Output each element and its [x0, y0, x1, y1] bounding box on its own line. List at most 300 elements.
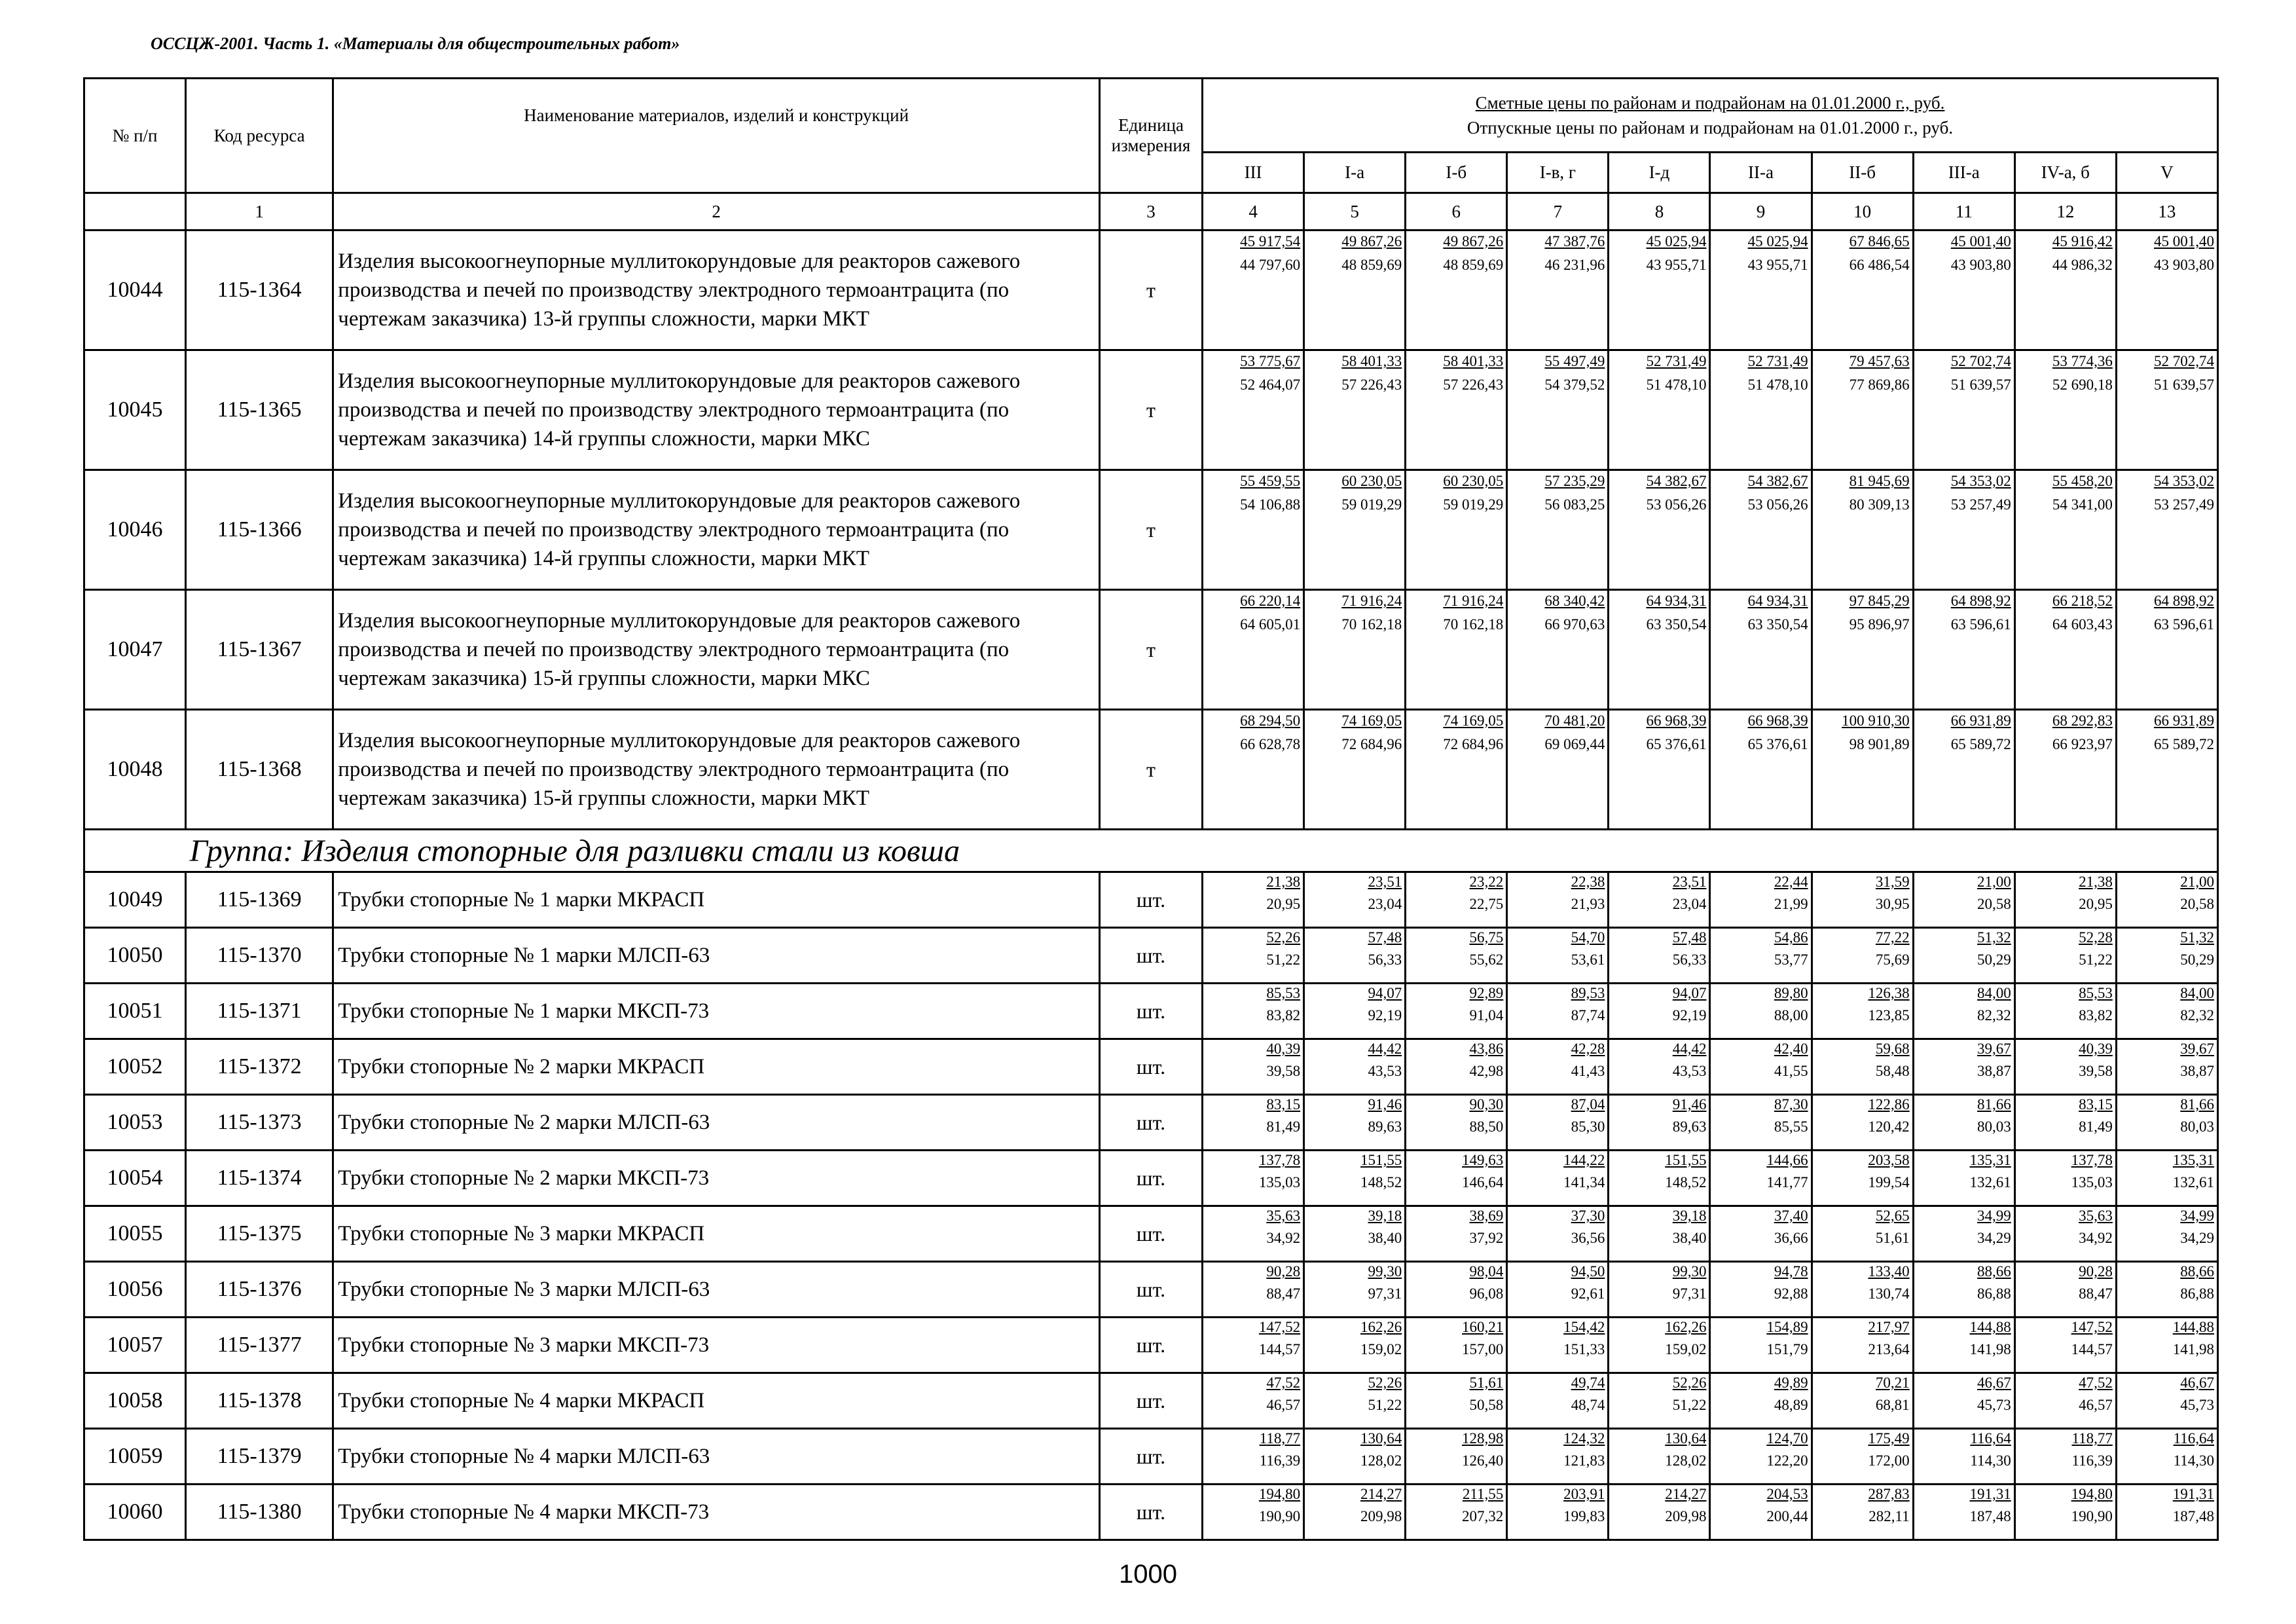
price-cell — [1710, 1373, 1812, 1429]
price-cell — [2116, 590, 2217, 710]
material-name: Изделия высокоогнеупорные муллитокорундовые для реакторов сажевого производства и печей по производству электродного термоантрацита (по чертежам заказчика) 14-й группы сложности, марки МКТ — [333, 470, 1100, 590]
resource-code: 115-1378 — [186, 1373, 333, 1429]
release-price: 21,99 — [1774, 896, 1808, 912]
release-price: 151,33 — [1563, 1341, 1605, 1357]
estimated-price: 135,31 — [1969, 1152, 2011, 1168]
release-price: 83,82 — [2079, 1007, 2113, 1024]
estimated-price: 52 731,49 — [1747, 353, 1808, 369]
row-num: 10048 — [84, 710, 186, 830]
estimated-price: 46,67 — [1977, 1375, 2011, 1391]
header-region: V — [2116, 153, 2217, 193]
estimated-price: 49,89 — [1774, 1375, 1808, 1391]
estimated-price: 57,48 — [1672, 929, 1707, 946]
header-region: I-д — [1609, 153, 1710, 193]
release-price: 20,95 — [1266, 896, 1301, 912]
header-code: Код ресурса — [186, 79, 333, 193]
header-region: I-б — [1406, 153, 1507, 193]
estimated-price: 89,80 — [1774, 985, 1808, 1001]
estimated-price: 66 968,39 — [1747, 712, 1808, 729]
estimated-price: 22,38 — [1571, 874, 1605, 890]
release-price: 48 859,69 — [1341, 257, 1402, 273]
release-price: 83,82 — [1266, 1007, 1301, 1024]
estimated-price: 23,51 — [1368, 874, 1402, 890]
release-price: 46,57 — [2079, 1397, 2113, 1413]
price-cell — [1609, 590, 1710, 710]
table-row — [84, 231, 2218, 350]
unit: шт. — [1099, 1262, 1202, 1318]
price-cell — [1812, 872, 1913, 928]
release-price: 23,04 — [1672, 896, 1707, 912]
estimated-price: 52,26 — [1672, 1375, 1707, 1391]
estimated-price: 45 001,40 — [1950, 233, 2011, 249]
price-cell — [2014, 1373, 2116, 1429]
release-price: 72 684,96 — [1341, 736, 1402, 752]
release-price: 51,22 — [1266, 951, 1301, 968]
price-cell — [1609, 1095, 1710, 1151]
release-price: 48 859,69 — [1443, 257, 1504, 273]
price-cell — [1710, 1262, 1812, 1318]
estimated-price: 191,31 — [2172, 1486, 2214, 1502]
estimated-price: 68 340,42 — [1544, 593, 1605, 609]
estimated-price: 54,70 — [1571, 929, 1605, 946]
unit: шт. — [1099, 1151, 1202, 1206]
resource-code: 115-1375 — [186, 1206, 333, 1262]
estimated-price: 71 916,24 — [1341, 593, 1402, 609]
price-cell — [1507, 1318, 1609, 1373]
release-price: 34,92 — [2079, 1230, 2113, 1246]
release-price: 207,32 — [1462, 1508, 1504, 1524]
release-price: 52 690,18 — [2052, 377, 2113, 393]
price-cell — [1913, 1485, 2014, 1540]
estimated-price: 51,61 — [1469, 1375, 1504, 1391]
release-price: 53 257,49 — [2154, 496, 2214, 513]
price-cell — [1913, 1095, 2014, 1151]
estimated-price: 99,30 — [1672, 1263, 1707, 1280]
release-price: 144,57 — [2071, 1341, 2113, 1357]
table-row — [84, 1206, 2218, 1262]
estimated-price: 92,89 — [1469, 985, 1504, 1001]
price-cell — [1304, 350, 1406, 470]
release-price: 63 350,54 — [1747, 616, 1808, 633]
price-cell — [1406, 231, 1507, 350]
release-price: 38,87 — [1977, 1063, 2011, 1079]
price-cell — [1913, 1039, 2014, 1095]
release-price: 126,40 — [1462, 1452, 1504, 1469]
release-price: 86,88 — [1977, 1285, 2011, 1302]
price-cell — [1710, 1095, 1812, 1151]
release-price: 63 596,61 — [1950, 616, 2011, 633]
estimated-price: 147,52 — [2071, 1319, 2113, 1335]
estimated-price: 52 702,74 — [1950, 353, 2011, 369]
material-name: Трубки стопорные № 1 марки МКСП-73 — [333, 984, 1100, 1039]
unit: т — [1099, 470, 1202, 590]
estimated-price: 51,32 — [2180, 929, 2214, 946]
unit: шт. — [1099, 1429, 1202, 1485]
estimated-price: 66 220,14 — [1240, 593, 1301, 609]
estimated-price: 204,53 — [1766, 1486, 1808, 1502]
price-cell — [1913, 350, 2014, 470]
group-row — [84, 830, 2218, 872]
estimated-price: 21,38 — [1266, 874, 1301, 890]
estimated-price: 34,99 — [1977, 1208, 2011, 1224]
row-num: 10057 — [84, 1318, 186, 1373]
price-cell — [1913, 1429, 2014, 1485]
price-cell — [1507, 1262, 1609, 1318]
column-number: 2 — [333, 193, 1100, 231]
estimated-price: 151,55 — [1665, 1152, 1707, 1168]
price-cell — [2116, 928, 2217, 984]
column-number: 8 — [1609, 193, 1710, 231]
estimated-price: 45 025,94 — [1747, 233, 1808, 249]
table-row — [84, 1318, 2218, 1373]
estimated-price: 64 898,92 — [2154, 593, 2214, 609]
release-price: 157,00 — [1462, 1341, 1504, 1357]
release-price: 95 896,97 — [1849, 616, 1910, 633]
estimated-price: 84,00 — [1977, 985, 2011, 1001]
material-name: Трубки стопорные № 4 марки МКРАСП — [333, 1373, 1100, 1429]
release-price: 43,53 — [1672, 1063, 1707, 1079]
price-cell — [1609, 470, 1710, 590]
price-cell — [1507, 470, 1609, 590]
unit: шт. — [1099, 1318, 1202, 1373]
release-price: 34,29 — [2180, 1230, 2214, 1246]
price-cell — [1507, 231, 1609, 350]
estimated-price: 71 916,24 — [1443, 593, 1504, 609]
row-num: 10047 — [84, 590, 186, 710]
estimated-price: 147,52 — [1258, 1319, 1301, 1335]
release-price: 141,98 — [2172, 1341, 2214, 1357]
estimated-price: 85,53 — [2079, 985, 2113, 1001]
estimated-price: 91,46 — [1672, 1096, 1707, 1113]
header-region: II-а — [1710, 153, 1812, 193]
release-price: 44 797,60 — [1240, 257, 1301, 273]
table-row — [84, 1485, 2218, 1540]
release-price: 116,39 — [2071, 1452, 2113, 1469]
estimated-price: 44,42 — [1368, 1041, 1402, 1057]
price-cell — [2116, 872, 2217, 928]
price-cell — [2014, 984, 2116, 1039]
estimated-price: 56,75 — [1469, 929, 1504, 946]
estimated-price: 203,91 — [1563, 1486, 1605, 1502]
estimated-price: 194,80 — [2071, 1486, 2113, 1502]
price-cell — [1507, 350, 1609, 470]
price-cell — [1203, 1373, 1304, 1429]
price-cell — [1406, 1095, 1507, 1151]
release-price: 120,42 — [1868, 1118, 1910, 1135]
estimated-price: 81,66 — [2180, 1096, 2214, 1113]
price-cell — [2116, 1151, 2217, 1206]
estimated-price: 144,88 — [1969, 1319, 2011, 1335]
resource-code: 115-1365 — [186, 350, 333, 470]
estimated-price: 39,67 — [2180, 1041, 2214, 1057]
release-price: 92,88 — [1774, 1285, 1808, 1302]
release-price: 53,61 — [1571, 951, 1605, 968]
estimated-price: 59,68 — [1875, 1041, 1910, 1057]
price-cell — [1406, 710, 1507, 830]
material-name: Трубки стопорные № 4 марки МКСП-73 — [333, 1485, 1100, 1540]
price-cell — [1304, 231, 1406, 350]
price-cell — [1203, 350, 1304, 470]
release-price: 48,89 — [1774, 1397, 1808, 1413]
release-price: 66 628,78 — [1240, 736, 1301, 752]
price-cell — [1710, 984, 1812, 1039]
estimated-price: 66 931,89 — [2154, 712, 2214, 729]
estimated-price: 124,70 — [1766, 1430, 1808, 1447]
estimated-price: 52,65 — [1875, 1208, 1910, 1224]
unit: шт. — [1099, 1095, 1202, 1151]
estimated-price: 116,64 — [1970, 1430, 2011, 1447]
price-cell — [1913, 470, 2014, 590]
colnum-blank — [84, 193, 186, 231]
table-row — [84, 1151, 2218, 1206]
release-price: 41,43 — [1571, 1063, 1605, 1079]
price-cell — [1406, 1151, 1507, 1206]
release-price: 51,22 — [1368, 1397, 1402, 1413]
estimated-price: 54 353,02 — [1950, 473, 2011, 489]
resource-code: 115-1377 — [186, 1318, 333, 1373]
release-price: 65 589,72 — [2154, 736, 2214, 752]
price-cell — [1913, 1262, 2014, 1318]
release-price: 65 589,72 — [1950, 736, 2011, 752]
release-price: 50,58 — [1469, 1397, 1504, 1413]
estimated-price: 162,26 — [1360, 1319, 1402, 1335]
estimated-price: 54 353,02 — [2154, 473, 2214, 489]
price-cell — [1710, 350, 1812, 470]
price-cell — [2014, 1206, 2116, 1262]
release-price: 43 955,71 — [1747, 257, 1808, 273]
estimated-price: 88,66 — [2180, 1263, 2214, 1280]
estimated-price: 68 294,50 — [1240, 712, 1301, 729]
estimated-price: 53 774,36 — [2052, 353, 2113, 369]
group-blank — [84, 830, 186, 872]
price-cell — [2014, 1039, 2116, 1095]
release-price: 135,03 — [2071, 1174, 2113, 1190]
estimated-price: 118,77 — [2071, 1430, 2113, 1447]
release-price: 56 083,25 — [1544, 496, 1605, 513]
estimated-price: 35,63 — [2079, 1208, 2113, 1224]
estimated-price: 94,07 — [1368, 985, 1402, 1001]
estimated-price: 49 867,26 — [1341, 233, 1402, 249]
release-price: 88,50 — [1469, 1118, 1504, 1135]
column-number: 9 — [1710, 193, 1812, 231]
price-cell — [1812, 1429, 1913, 1485]
resource-code: 115-1376 — [186, 1262, 333, 1318]
price-cell — [2014, 928, 2116, 984]
price-cell — [1406, 350, 1507, 470]
release-price: 159,02 — [1360, 1341, 1402, 1357]
price-cell — [1609, 1485, 1710, 1540]
estimated-price: 49,74 — [1571, 1375, 1605, 1391]
estimated-price: 49 867,26 — [1443, 233, 1504, 249]
header-unit: Единица измерения — [1099, 79, 1202, 193]
estimated-price: 58 401,33 — [1341, 353, 1402, 369]
resource-code: 115-1364 — [186, 231, 333, 350]
material-name: Трубки стопорные № 3 марки МЛСП-63 — [333, 1262, 1100, 1318]
price-cell — [2014, 350, 2116, 470]
release-price: 44 986,32 — [2052, 257, 2113, 273]
price-cell — [2014, 872, 2116, 928]
release-price: 59 019,29 — [1341, 496, 1402, 513]
release-price: 209,98 — [1665, 1508, 1707, 1524]
price-cell — [1304, 470, 1406, 590]
release-price: 56,33 — [1368, 951, 1402, 968]
column-number: 6 — [1406, 193, 1507, 231]
price-cell — [1406, 1373, 1507, 1429]
header-prices-release: Отпускные цены по районам и подрайонам на 01.01.2000 г., руб. — [1467, 118, 1954, 138]
release-price: 23,04 — [1368, 896, 1402, 912]
release-price: 68,81 — [1875, 1397, 1910, 1413]
price-cell — [2014, 1151, 2116, 1206]
price-cell — [2116, 1373, 2217, 1429]
price-cell — [2014, 590, 2116, 710]
estimated-price: 52,28 — [2079, 929, 2113, 946]
row-num: 10051 — [84, 984, 186, 1039]
release-price: 75,69 — [1875, 951, 1910, 968]
price-cell — [2116, 350, 2217, 470]
estimated-price: 144,88 — [2172, 1319, 2214, 1335]
release-price: 91,04 — [1469, 1007, 1504, 1024]
price-cell — [2116, 1206, 2217, 1262]
price-cell — [1507, 1429, 1609, 1485]
price-cell — [1203, 1318, 1304, 1373]
header-region: III-а — [1913, 153, 2014, 193]
estimated-price: 70,21 — [1875, 1375, 1910, 1391]
price-cell — [1913, 1373, 2014, 1429]
release-price: 81,49 — [1266, 1118, 1301, 1135]
column-number: 1 — [186, 193, 333, 231]
resource-code: 115-1372 — [186, 1039, 333, 1095]
column-number: 4 — [1203, 193, 1304, 231]
release-price: 114,30 — [2173, 1452, 2214, 1469]
page-number: 1000 — [1119, 1560, 1177, 1589]
estimated-price: 64 934,31 — [1646, 593, 1707, 609]
price-cell — [1710, 872, 1812, 928]
release-price: 43 903,80 — [1950, 257, 2011, 273]
column-number: 10 — [1812, 193, 1913, 231]
estimated-price: 64 898,92 — [1950, 593, 2011, 609]
estimated-price: 162,26 — [1665, 1319, 1707, 1335]
price-cell — [1507, 928, 1609, 984]
release-price: 22,75 — [1469, 896, 1504, 912]
release-price: 187,48 — [2172, 1508, 2214, 1524]
release-price: 72 684,96 — [1443, 736, 1504, 752]
release-price: 114,30 — [1970, 1452, 2011, 1469]
release-price: 30,95 — [1875, 896, 1910, 912]
estimated-price: 55 497,49 — [1544, 353, 1605, 369]
release-price: 148,52 — [1360, 1174, 1402, 1190]
price-cell — [1304, 1151, 1406, 1206]
price-cell — [1203, 1485, 1304, 1540]
resource-code: 115-1369 — [186, 872, 333, 928]
price-cell — [1304, 1039, 1406, 1095]
release-price: 51 639,57 — [1950, 377, 2011, 393]
release-price: 81,49 — [2079, 1118, 2113, 1135]
price-cell — [1203, 928, 1304, 984]
estimated-price: 23,22 — [1469, 874, 1504, 890]
unit: т — [1099, 350, 1202, 470]
estimated-price: 191,31 — [1969, 1486, 2011, 1502]
price-cell — [1406, 928, 1507, 984]
release-price: 43 955,71 — [1646, 257, 1707, 273]
price-cell — [2116, 1095, 2217, 1151]
price-cell — [2014, 231, 2116, 350]
estimated-price: 88,66 — [1977, 1263, 2011, 1280]
release-price: 213,64 — [1868, 1341, 1910, 1357]
price-cell — [1812, 928, 1913, 984]
table-row — [84, 1429, 2218, 1485]
price-cell — [1609, 1151, 1710, 1206]
estimated-price: 87,04 — [1571, 1096, 1605, 1113]
price-cell — [1304, 872, 1406, 928]
price-cell — [1710, 928, 1812, 984]
estimated-price: 154,42 — [1563, 1319, 1605, 1335]
estimated-price: 40,39 — [2079, 1041, 2113, 1057]
estimated-price: 97 845,29 — [1849, 593, 1910, 609]
material-name: Трубки стопорные № 3 марки МКРАСП — [333, 1206, 1100, 1262]
estimated-price: 68 292,83 — [2052, 712, 2113, 729]
release-price: 50,29 — [2180, 951, 2214, 968]
release-price: 21,93 — [1571, 896, 1605, 912]
material-name: Трубки стопорные № 3 марки МКСП-73 — [333, 1318, 1100, 1373]
estimated-price: 116,64 — [2173, 1430, 2214, 1447]
estimated-price: 39,18 — [1672, 1208, 1707, 1224]
unit: т — [1099, 231, 1202, 350]
estimated-price: 133,40 — [1868, 1263, 1910, 1280]
release-price: 130,74 — [1868, 1285, 1910, 1302]
release-price: 172,00 — [1868, 1452, 1910, 1469]
material-name: Трубки стопорные № 2 марки МЛСП-63 — [333, 1095, 1100, 1151]
estimated-price: 99,30 — [1368, 1263, 1402, 1280]
release-price: 123,85 — [1868, 1007, 1910, 1024]
header-name: Наименование материалов, изделий и конструкций — [333, 79, 1100, 193]
release-price: 50,29 — [1977, 951, 2011, 968]
release-price: 66 970,63 — [1544, 616, 1605, 633]
release-price: 53 056,26 — [1747, 496, 1808, 513]
table-row — [84, 1373, 2218, 1429]
price-cell — [2116, 231, 2217, 350]
price-cell — [1812, 1485, 1913, 1540]
estimated-price: 85,53 — [1266, 985, 1301, 1001]
release-price: 128,02 — [1360, 1452, 1402, 1469]
release-price: 209,98 — [1360, 1508, 1402, 1524]
release-price: 82,32 — [1977, 1007, 2011, 1024]
release-price: 144,57 — [1258, 1341, 1301, 1357]
price-cell — [1304, 710, 1406, 830]
estimated-price: 66 968,39 — [1646, 712, 1707, 729]
price-cell — [2014, 1318, 2116, 1373]
unit: шт. — [1099, 1485, 1202, 1540]
price-cell — [1507, 1206, 1609, 1262]
price-cell — [1406, 470, 1507, 590]
price-cell — [2116, 1318, 2217, 1373]
release-price: 92,19 — [1672, 1007, 1707, 1024]
price-cell — [2014, 1095, 2116, 1151]
release-price: 82,32 — [2180, 1007, 2214, 1024]
unit: шт. — [1099, 928, 1202, 984]
unit: т — [1099, 710, 1202, 830]
release-price: 85,55 — [1774, 1118, 1808, 1135]
price-cell — [1507, 590, 1609, 710]
estimated-price: 57 235,29 — [1544, 473, 1605, 489]
price-cell — [1203, 984, 1304, 1039]
release-price: 42,98 — [1469, 1063, 1504, 1079]
estimated-price: 87,30 — [1774, 1096, 1808, 1113]
release-price: 54 379,52 — [1544, 377, 1605, 393]
price-cell — [1609, 1373, 1710, 1429]
header-region: II-б — [1812, 153, 1913, 193]
release-price: 89,63 — [1368, 1118, 1402, 1135]
price-cell — [1710, 1151, 1812, 1206]
